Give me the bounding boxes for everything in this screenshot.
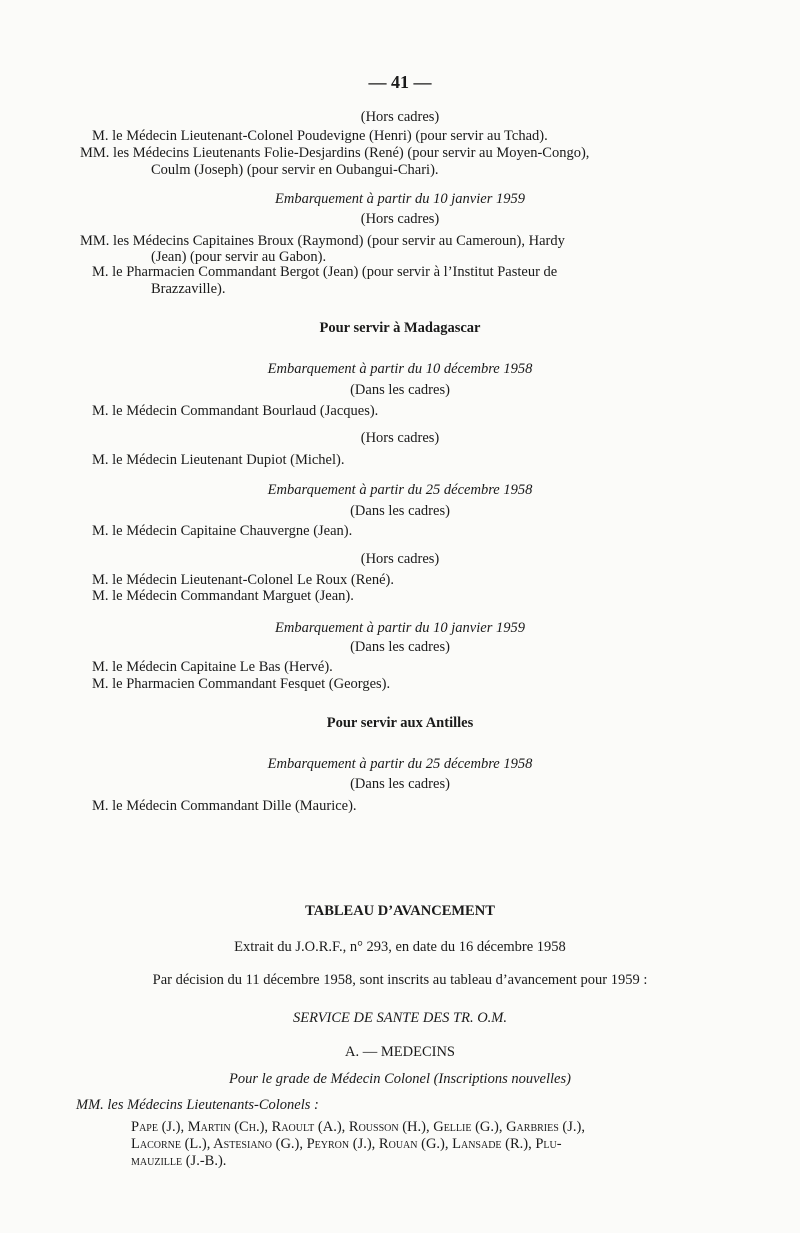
hors-cadres-label: (Hors cadres) xyxy=(360,211,440,227)
appointment-line: M. le Médecin Lieutenant-Colonel Le Roux (René). xyxy=(92,572,394,588)
dans-cadres-label: (Dans les cadres) xyxy=(350,639,450,655)
tableau-title: TABLEAU D’AVANCEMENT xyxy=(305,903,495,919)
section-heading-medecins: A. — MEDECINS xyxy=(345,1044,455,1060)
appointment-line: M. le Médecin Commandant Dille (Maurice). xyxy=(92,798,357,814)
appointment-line: MM. les Médecins Capitaines Broux (Raymond) (pour servir au Cameroun), Hardy xyxy=(80,233,565,249)
decision-line: Par décision du 11 décembre 1958, sont inscrits au tableau d’avancement pour 1959 : xyxy=(152,972,648,988)
page-number: — 41 — xyxy=(368,72,432,92)
hors-cadres-label: (Hors cadres) xyxy=(360,430,440,446)
names-list-line: Pape (J.), Martin (Ch.), Raoult (A.), Rousson (H.), Gellie (G.), Garbries (J.), xyxy=(131,1119,585,1135)
embarkation-date: Embarquement à partir du 10 janvier 1959 xyxy=(275,620,525,636)
embarkation-date: Embarquement à partir du 25 décembre 1958 xyxy=(267,756,533,772)
appointment-line: M. le Médecin Lieutenant Dupiot (Michel). xyxy=(92,452,345,468)
hors-cadres-label: (Hors cadres) xyxy=(360,551,440,567)
appointment-line: M. le Médecin Capitaine Chauvergne (Jean). xyxy=(92,523,353,539)
names-list-line: Lacorne (L.), Astesiano (G.), Peyron (J.), Rouan (G.), Lansade (R.), Plu- xyxy=(131,1136,562,1152)
dans-cadres-label: (Dans les cadres) xyxy=(350,776,450,792)
embarkation-date: Embarquement à partir du 25 décembre 1958 xyxy=(267,482,533,498)
appointment-line: Brazzaville). xyxy=(151,281,226,297)
appointment-line: Coulm (Joseph) (pour servir en Oubangui-Chari). xyxy=(151,162,439,178)
embarkation-date: Embarquement à partir du 10 janvier 1959 xyxy=(275,191,525,207)
embarkation-date: Embarquement à partir du 10 décembre 1958 xyxy=(267,361,533,377)
appointment-line: MM. les Médecins Lieutenants Folie-Desjardins (René) (pour servir au Moyen-Congo), xyxy=(80,145,590,161)
section-title-antilles: Pour servir aux Antilles xyxy=(326,715,474,731)
appointment-line: (Jean) (pour servir au Gabon). xyxy=(151,249,327,265)
appointment-line: M. le Pharmacien Commandant Fesquet (Georges). xyxy=(92,676,391,692)
hors-cadres-label: (Hors cadres) xyxy=(360,109,440,125)
appointment-line: M. le Pharmacien Commandant Bergot (Jean) (pour servir à l’Institut Pasteur de xyxy=(92,264,558,280)
extrait-line: Extrait du J.O.R.F., n° 293, en date du 16 décembre 1958 xyxy=(234,939,566,955)
appointment-line: M. le Médecin Lieutenant-Colonel Poudevigne (Henri) (pour servir au Tchad). xyxy=(92,128,548,144)
grade-heading: Pour le grade de Médecin Colonel (Inscriptions nouvelles) xyxy=(229,1071,571,1087)
service-heading: SERVICE DE SANTE DES TR. O.M. xyxy=(293,1010,507,1026)
appointment-line: M. le Médecin Commandant Marguet (Jean). xyxy=(92,588,354,604)
appointment-line: M. le Médecin Commandant Bourlaud (Jacques). xyxy=(92,403,379,419)
list-intro: MM. les Médecins Lieutenants-Colonels : xyxy=(76,1097,319,1113)
appointment-line: M. le Médecin Capitaine Le Bas (Hervé). xyxy=(92,659,333,675)
dans-cadres-label: (Dans les cadres) xyxy=(350,382,450,398)
dans-cadres-label: (Dans les cadres) xyxy=(350,503,450,519)
names-list-line: mauzille (J.-B.). xyxy=(131,1153,227,1169)
section-title-madagascar: Pour servir à Madagascar xyxy=(319,320,481,336)
